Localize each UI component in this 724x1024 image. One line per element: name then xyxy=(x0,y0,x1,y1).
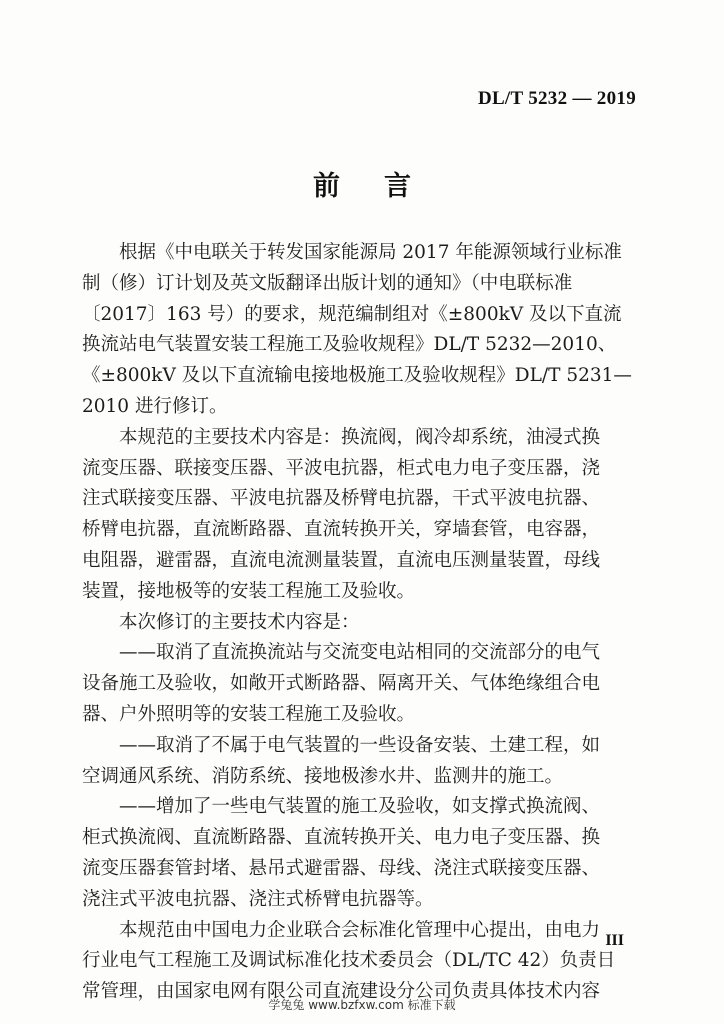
text-line: 桥臂电抗器，直流断路器、直流转换开关，穿墙套管，电容器， xyxy=(82,519,601,541)
text-line: 本次修订的主要技术内容是： xyxy=(119,611,360,633)
watermark-text: 学兔兔 www.bzfxw.com 标准下载 xyxy=(268,998,456,1012)
text-line: 根据《中电联关于转发国家能源局 2017 年能源领域行业标准 xyxy=(119,242,622,263)
text-line: 流变压器套管封堵、悬吊式避雷器、母线、浇注式联接变压器、 xyxy=(82,857,601,879)
text-line: 换流站电气装置安装工程施工及验收规程》DL/T 5232—2010、 xyxy=(82,334,617,356)
text-line: ——取消了直流换流站与交流变电站相同的交流部分的电气 xyxy=(119,642,601,664)
text-line: 常管理，由国家电网有限公司直流建设分公司负责具体技术内容 xyxy=(82,981,601,1003)
text-line: 设备施工及验收，如敞开式断路器、隔离开关、气体绝缘组合电 xyxy=(82,673,601,695)
text-line: ——增加了一些电气装置的施工及验收，如支撑式换流阀、 xyxy=(119,796,601,818)
text-line: 本规范的主要技术内容是：换流阀，阀冷却系统，油浸式换 xyxy=(119,426,601,448)
text-line: 流变压器、联接变压器、平波电抗器，柜式电力电子变压器，浇 xyxy=(82,457,601,479)
text-line: 行业电气工程施工及调试标准化技术委员会（DL/TC 42）负责日 xyxy=(82,950,616,972)
text-line: 本规范由中国电力企业联合会标准化管理中心提出，由电力 xyxy=(119,919,601,941)
foreword-body xyxy=(82,238,642,1008)
text-line: 《±800kV 及以下直流输电接地极施工及验收规程》DL/T 5231— xyxy=(82,365,632,387)
page-title: 前言 xyxy=(313,171,455,202)
text-line: 柜式换流阀、直流断路器、直流转换开关、电力电子变压器、换 xyxy=(82,827,601,849)
text-line: 电阻器，避雷器，直流电流测量装置，直流电压测量装置，母线 xyxy=(82,549,601,571)
text-line: 浇注式平波电抗器、浇注式桥臂电抗器等。 xyxy=(82,888,434,910)
text-line: 装置，接地极等的安装工程施工及验收。 xyxy=(82,580,416,602)
standard-number: DL/T 5232 — 2019 xyxy=(477,88,636,109)
text-line: 〔2017〕163 号）的要求，规范编制组对《±800kV 及以下直流 xyxy=(82,303,622,325)
text-line: ——取消了不属于电气装置的一些设备安装、土建工程，如 xyxy=(119,734,601,756)
text-line: 2010 进行修订。 xyxy=(82,395,228,417)
page-number: III xyxy=(605,932,624,949)
text-line: 器、户外照明等的安装工程施工及验收。 xyxy=(82,703,416,725)
text-line: 注式联接变压器、平波电抗器及桥臂电抗器，干式平波电抗器、 xyxy=(82,488,601,510)
text-line: 空调通风系统、消防系统、接地极渗水井、监测井的施工。 xyxy=(82,765,564,787)
text-line: 制（修）订计划及英文版翻译出版计划的通知》（中电联标准 xyxy=(82,272,573,294)
